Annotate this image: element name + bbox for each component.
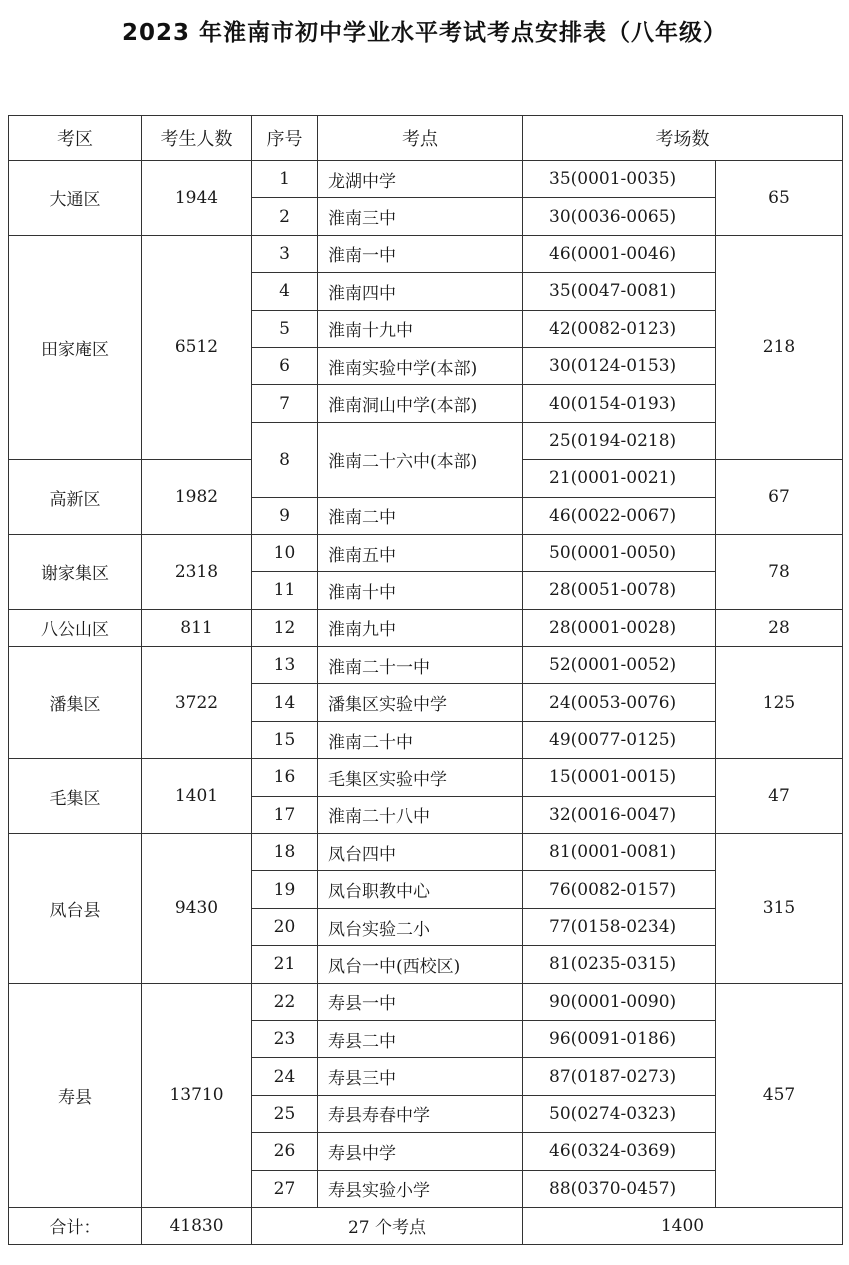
site-name: 淮南二十六中(本部) <box>318 422 523 497</box>
site-name: 潘集区实验中学 <box>318 684 523 721</box>
room-range: 77(0158-0234) <box>523 908 716 945</box>
header-rooms: 考场数 <box>523 116 843 161</box>
site-seq: 19 <box>252 871 318 908</box>
room-range: 96(0091-0186) <box>523 1020 716 1057</box>
district-name: 凤台县 <box>9 834 142 984</box>
room-range: 88(0370-0457) <box>523 1170 716 1207</box>
site-seq: 21 <box>252 946 318 983</box>
site-name: 凤台一中(西校区) <box>318 946 523 983</box>
room-range: 30(0124-0153) <box>523 347 716 384</box>
room-range: 21(0001-0021) <box>523 460 716 497</box>
site-seq: 13 <box>252 647 318 684</box>
site-name: 寿县实验小学 <box>318 1170 523 1207</box>
district-candidates: 811 <box>142 609 252 646</box>
district-candidates: 3722 <box>142 647 252 759</box>
district-name: 毛集区 <box>9 759 142 834</box>
room-range: 24(0053-0076) <box>523 684 716 721</box>
room-range: 81(0001-0081) <box>523 834 716 871</box>
site-name: 寿县三中 <box>318 1058 523 1095</box>
site-seq: 1 <box>252 161 318 198</box>
district-room-total: 457 <box>716 983 843 1207</box>
room-range: 49(0077-0125) <box>523 721 716 758</box>
site-seq: 24 <box>252 1058 318 1095</box>
site-seq: 25 <box>252 1095 318 1132</box>
room-range: 46(0324-0369) <box>523 1133 716 1170</box>
table-row <box>9 609 843 646</box>
site-name: 淮南十九中 <box>318 310 523 347</box>
room-range: 52(0001-0052) <box>523 647 716 684</box>
district-room-total: 47 <box>716 759 843 834</box>
table-row <box>9 161 843 198</box>
room-range: 46(0001-0046) <box>523 235 716 272</box>
district-candidates: 2318 <box>142 534 252 609</box>
table-row <box>9 235 843 272</box>
district-room-total: 65 <box>716 161 843 236</box>
district-candidates: 6512 <box>142 235 252 459</box>
site-name: 毛集区实验中学 <box>318 759 523 796</box>
site-seq: 10 <box>252 534 318 571</box>
site-name: 凤台实验二小 <box>318 908 523 945</box>
district-candidates: 1982 <box>142 460 252 535</box>
site-name: 凤台四中 <box>318 834 523 871</box>
table-row <box>9 647 843 684</box>
site-name: 寿县一中 <box>318 983 523 1020</box>
district-candidates: 13710 <box>142 983 252 1207</box>
header-district: 考区 <box>9 116 142 161</box>
site-seq: 7 <box>252 385 318 422</box>
room-range: 50(0274-0323) <box>523 1095 716 1132</box>
site-name: 淮南洞山中学(本部) <box>318 385 523 422</box>
site-seq: 6 <box>252 347 318 384</box>
district-room-total: 67 <box>716 460 843 535</box>
room-range: 50(0001-0050) <box>523 534 716 571</box>
site-seq: 16 <box>252 759 318 796</box>
room-range: 28(0001-0028) <box>523 609 716 646</box>
room-range: 32(0016-0047) <box>523 796 716 833</box>
room-range: 87(0187-0273) <box>523 1058 716 1095</box>
header-site: 考点 <box>318 116 523 161</box>
site-name: 淮南一中 <box>318 235 523 272</box>
table-row <box>9 983 843 1020</box>
table-row <box>9 834 843 871</box>
room-range: 76(0082-0157) <box>523 871 716 908</box>
site-name: 淮南三中 <box>318 198 523 235</box>
site-seq: 26 <box>252 1133 318 1170</box>
room-range: 25(0194-0218) <box>523 422 716 459</box>
district-room-total: 125 <box>716 647 843 759</box>
room-range: 40(0154-0193) <box>523 385 716 422</box>
room-range: 46(0022-0067) <box>523 497 716 534</box>
site-seq: 14 <box>252 684 318 721</box>
site-seq: 2 <box>252 198 318 235</box>
district-name: 高新区 <box>9 460 142 535</box>
site-name: 淮南九中 <box>318 609 523 646</box>
site-seq: 4 <box>252 273 318 310</box>
district-candidates: 1401 <box>142 759 252 834</box>
district-room-total: 315 <box>716 834 843 984</box>
district-candidates: 1944 <box>142 161 252 236</box>
district-name: 谢家集区 <box>9 534 142 609</box>
room-range: 28(0051-0078) <box>523 572 716 609</box>
site-seq: 9 <box>252 497 318 534</box>
room-range: 35(0047-0081) <box>523 273 716 310</box>
totals-label: 合计： <box>9 1207 142 1244</box>
header-seq: 序号 <box>252 116 318 161</box>
site-name: 淮南二十一中 <box>318 647 523 684</box>
site-name: 淮南实验中学(本部) <box>318 347 523 384</box>
site-seq: 23 <box>252 1020 318 1057</box>
district-name: 寿县 <box>9 983 142 1207</box>
site-seq: 22 <box>252 983 318 1020</box>
district-room-total: 218 <box>716 235 843 459</box>
table-row <box>9 759 843 796</box>
room-range: 81(0235-0315) <box>523 946 716 983</box>
site-seq: 12 <box>252 609 318 646</box>
site-name: 寿县寿春中学 <box>318 1095 523 1132</box>
site-name: 淮南四中 <box>318 273 523 310</box>
district-name: 潘集区 <box>9 647 142 759</box>
site-name: 寿县中学 <box>318 1133 523 1170</box>
site-name: 淮南二中 <box>318 497 523 534</box>
district-candidates: 9430 <box>142 834 252 984</box>
district-room-total: 28 <box>716 609 843 646</box>
site-seq: 5 <box>252 310 318 347</box>
table-header-row <box>9 116 843 161</box>
site-name: 龙湖中学 <box>318 161 523 198</box>
site-seq: 11 <box>252 572 318 609</box>
table-row <box>9 534 843 571</box>
header-candidates: 考生人数 <box>142 116 252 161</box>
site-name: 淮南二十中 <box>318 721 523 758</box>
site-seq: 18 <box>252 834 318 871</box>
site-seq: 20 <box>252 908 318 945</box>
totals-sites: 27 个考点 <box>252 1207 523 1244</box>
totals-rooms: 1400 <box>523 1207 843 1244</box>
site-seq: 17 <box>252 796 318 833</box>
room-range: 90(0001-0090) <box>523 983 716 1020</box>
district-room-total: 78 <box>716 534 843 609</box>
district-name: 八公山区 <box>9 609 142 646</box>
site-seq: 8 <box>252 422 318 497</box>
site-name: 淮南十中 <box>318 572 523 609</box>
site-seq: 15 <box>252 721 318 758</box>
site-name: 淮南二十八中 <box>318 796 523 833</box>
room-range: 30(0036-0065) <box>523 198 716 235</box>
site-name: 淮南五中 <box>318 534 523 571</box>
exam-site-table <box>8 115 843 1245</box>
totals-row <box>9 1207 843 1244</box>
site-name: 凤台职教中心 <box>318 871 523 908</box>
room-range: 35(0001-0035) <box>523 161 716 198</box>
site-seq: 3 <box>252 235 318 272</box>
site-seq: 27 <box>252 1170 318 1207</box>
page-title: 2023 年淮南市初中学业水平考试考点安排表（八年级） <box>121 20 728 46</box>
site-name: 寿县二中 <box>318 1020 523 1057</box>
room-range: 15(0001-0015) <box>523 759 716 796</box>
district-name: 大通区 <box>9 161 142 236</box>
totals-candidates: 41830 <box>142 1207 252 1244</box>
district-name: 田家庵区 <box>9 235 142 459</box>
room-range: 42(0082-0123) <box>523 310 716 347</box>
